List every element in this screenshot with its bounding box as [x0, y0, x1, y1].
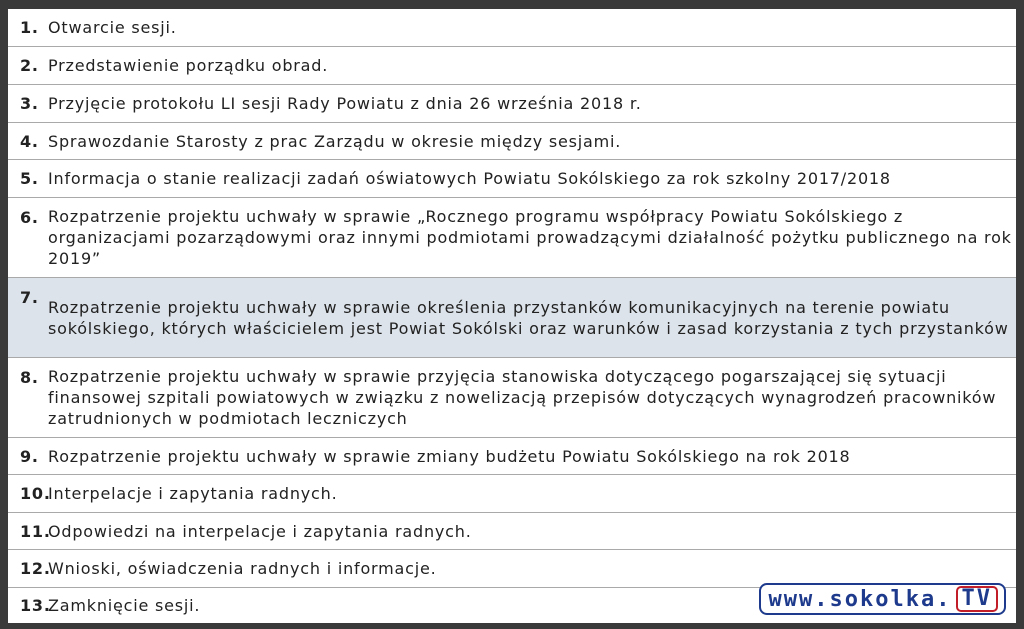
item-number: 11.: [20, 521, 51, 541]
item-text: Rozpatrzenie projektu uchwały w sprawie przyjęcia stanowiska dotyczącego pogarszającej się sytuacji finansowej szpitali powiatowych w związku z nowelizacją przepisów dotyczących wynagrodzeń pracowników zatrudnionych w podmiotach leczniczych: [48, 367, 997, 428]
item-number: 3.: [20, 94, 39, 113]
item-number: 7.: [20, 288, 39, 307]
sokolka-tv-logo: [759, 583, 1006, 615]
item-text: Rozpatrzenie projektu uchwały w sprawie „Rocznego programu współpracy Powiatu Sokólskiego z organizacjami pozarządowymi oraz innymi podmiotami prowadzącymi działalność pożytku publicznego na rok 2019”: [48, 207, 1012, 268]
item-text: Otwarcie sesji.: [48, 18, 177, 37]
item-number: 12.: [20, 559, 51, 578]
item-number: 1.: [20, 18, 39, 37]
item-number: 10.: [20, 484, 51, 503]
agenda-item-7: [8, 278, 1016, 358]
item-number: 13.: [20, 596, 51, 615]
logo-text: www.sokolka.: [768, 586, 952, 612]
agenda-item-5: [8, 160, 1016, 198]
agenda-item-1: [8, 9, 1016, 47]
logo-tv: TV: [956, 586, 999, 612]
item-number: 2.: [20, 56, 39, 75]
item-text: Interpelacje i zapytania radnych.: [48, 484, 338, 503]
item-text: Wnioski, oświadczenia radnych i informacje.: [48, 559, 437, 578]
agenda-item-6: [8, 198, 1016, 278]
agenda-item-2: [8, 47, 1016, 85]
agenda-item-3: [8, 85, 1016, 123]
item-number: 9.: [20, 446, 39, 466]
item-number: 6.: [20, 208, 39, 227]
agenda-item-9: [8, 438, 1016, 475]
item-number: 5.: [20, 169, 39, 188]
item-text: Przyjęcie protokołu LI sesji Rady Powiatu z dnia 26 września 2018 r.: [48, 94, 642, 113]
item-number: 8.: [20, 368, 39, 387]
item-text: Rozpatrzenie projektu uchwały w sprawie zmiany budżetu Powiatu Sokólskiego na rok 2018: [48, 446, 851, 466]
agenda-item-11: [8, 513, 1016, 550]
item-text: Odpowiedzi na interpelacje i zapytania radnych.: [48, 521, 472, 541]
item-text: Przedstawienie porządku obrad.: [48, 56, 329, 75]
agenda-item-4: [8, 123, 1016, 160]
item-text: Informacja o stanie realizacji zadań oświatowych Powiatu Sokólskiego za rok szkolny 2017/2018: [48, 169, 891, 188]
item-text: Rozpatrzenie projektu uchwały w sprawie określenia przystanków komunikacyjnych na terenie powiatu sokólskiego, których właścicielem jest Powiat Sokólski oraz warunków i zasad korzystania z tych przystanków: [48, 297, 1009, 338]
agenda-item-8: [8, 358, 1016, 438]
agenda-list: [8, 9, 1016, 623]
item-number: 4.: [20, 131, 39, 151]
item-text: Sprawozdanie Starosty z prac Zarządu w okresie między sesjami.: [48, 131, 622, 151]
agenda-item-10: [8, 475, 1016, 513]
item-text: Zamknięcie sesji.: [48, 596, 201, 615]
